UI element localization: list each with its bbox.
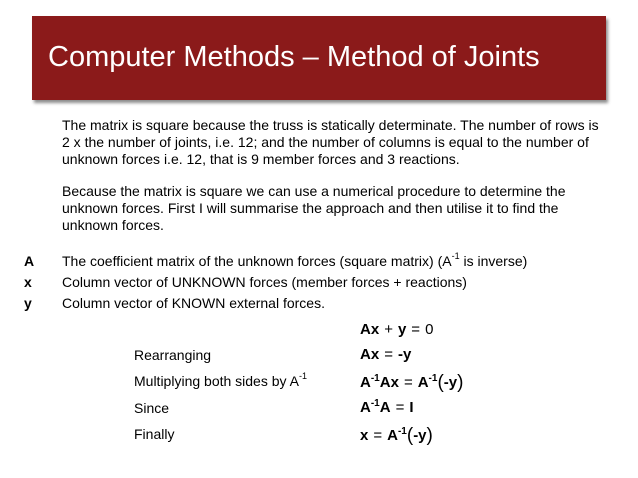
definition-text: Column vector of KNOWN external forces. [62,295,325,311]
eq4-lhs-a: A [360,399,371,416]
eq3-lhs-a: A [360,374,371,391]
eq1-equals: = [411,321,421,338]
eq1-lhs1: Ax [360,321,380,338]
eq2-rhs: -y [397,346,412,363]
eq3-rhs-sup: -1 [428,373,438,384]
eq4-lhs-b: A [379,399,391,416]
equation-2 [360,346,411,363]
definitions-list [24,251,527,314]
definition-symbol: y [24,295,32,311]
eq2-equals: = [384,346,393,363]
equation-label-rearranging: Rearranging [134,347,212,363]
equation-1 [360,321,433,338]
eq4-equals: = [395,399,405,416]
eq3-equals: = [403,374,413,391]
eq3-label-text: Multiplying both sides by A [134,373,299,389]
definition-a [24,251,527,272]
eq3-rhs-val: -y [443,374,458,391]
eq3-close-paren: ) [457,372,464,393]
eq3-rhs-a: A [417,374,429,391]
equation-5 [360,424,433,446]
slide-title: Computer Methods – Method of Joints [48,41,540,73]
eq3-label-sup: -1 [298,371,307,382]
equation-label-multiplying [134,373,307,389]
definition-symbol: x [24,274,32,290]
eq3-lhs-sup: -1 [370,373,380,384]
eq5-lhs: x [360,427,369,444]
equation-4 [360,399,414,416]
definition-text: The coefficient matrix of the unknown forces (square matrix) (A [62,253,452,269]
eq4-rhs: I [409,399,414,416]
eq3-lhs-b: Ax [379,374,399,391]
eq5-equals: = [373,427,383,444]
eq5-rhs-val: -y [413,427,427,444]
eq5-close-paren: ) [426,425,433,446]
definition-y [24,293,527,314]
eq4-lhs-sup: -1 [370,398,380,409]
eq1-plus: + [384,321,393,338]
eq2-lhs: Ax [360,346,380,363]
paragraph-matrix-square: The matrix is square because the truss is statically determinate. The number of rows is 2 x the number of joints, i.e. 12; and the number of columns is equal to the number of unknown forces i.e. 12, that is 9 member forces and 3 reactions. [62,117,599,167]
definition-text: Column vector of UNKNOWN forces (member forces + reactions) [62,274,467,290]
eq1-rhs: 0 [425,321,434,338]
eq5-rhs-a: A [387,427,398,444]
equation-label-since: Since [134,400,170,416]
definition-superscript: -1 [451,251,460,262]
paragraph-numerical-procedure: Because the matrix is square we can use a numerical procedure to determine the unknown forces. First I will summarise the approach and then utilise it to find the unknown forces. [62,183,566,233]
equation-label-finally: Finally [134,426,175,442]
equation-3 [360,371,463,393]
definition-x [24,272,527,293]
title-bar [32,16,606,100]
eq5-rhs-sup: -1 [397,426,407,437]
eq5-open-paren: ( [406,425,414,446]
eq3-open-paren: ( [437,372,444,393]
definition-symbol: A [24,253,35,269]
eq1-lhs2: y [397,321,407,338]
definition-text-after: is inverse) [459,253,528,269]
